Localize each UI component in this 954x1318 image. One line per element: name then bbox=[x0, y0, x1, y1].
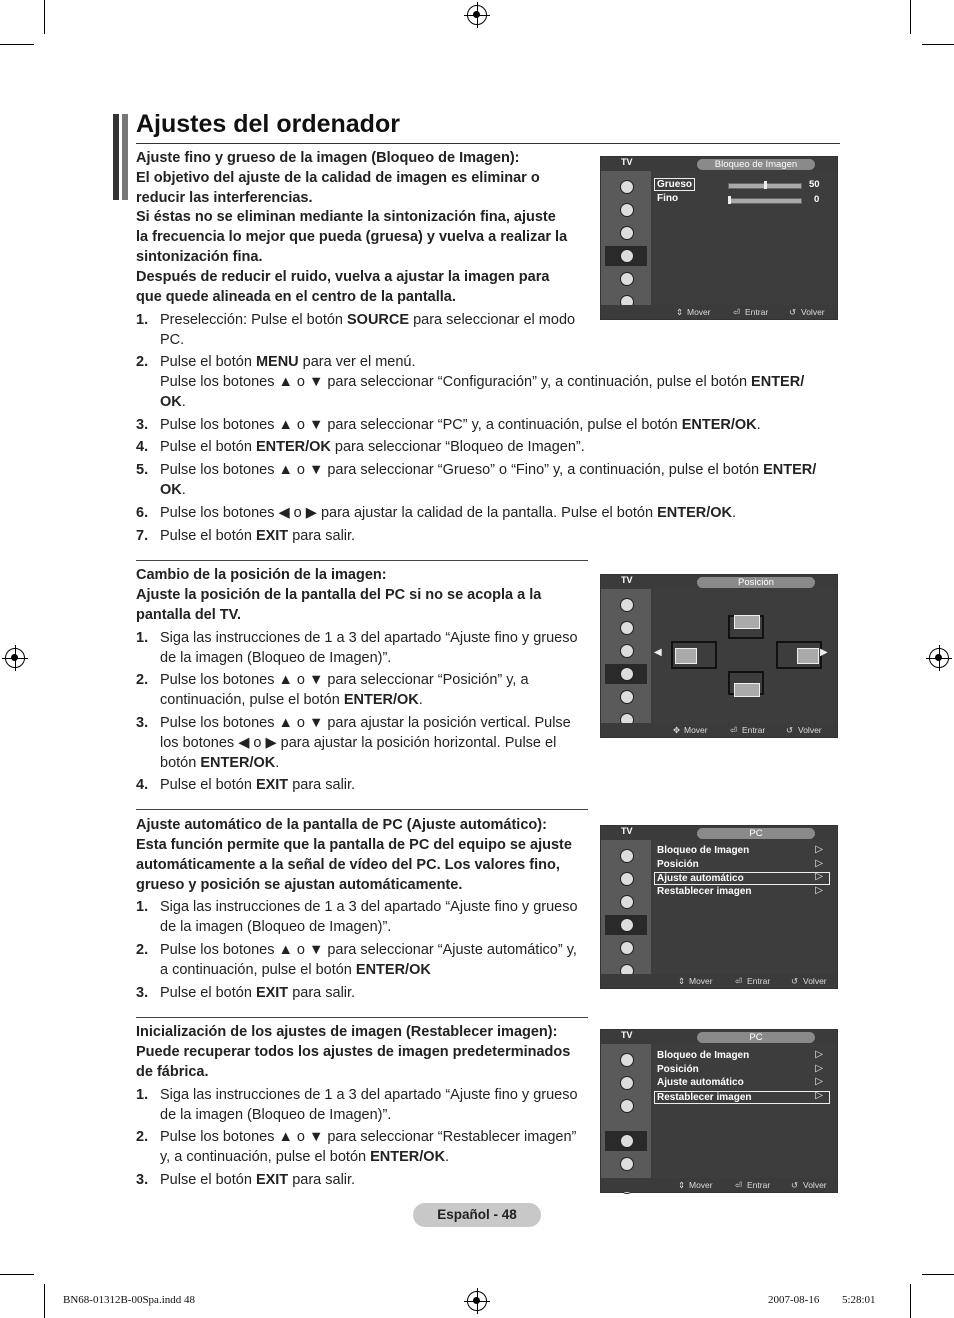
input-icon bbox=[605, 1154, 647, 1174]
step-number: 3. bbox=[136, 417, 149, 433]
footer-back: Volver bbox=[803, 976, 827, 986]
right-arrow-icon: ▶ bbox=[820, 647, 828, 658]
fino-slider[interactable] bbox=[728, 198, 802, 204]
crop-mark bbox=[44, 0, 45, 34]
step-text: Pulse el botón EXIT para salir. bbox=[160, 985, 356, 1001]
picture-icon bbox=[605, 595, 647, 615]
step-text: a continuación, pulse el botón ENTER/OK bbox=[160, 962, 431, 978]
step-number: 5. bbox=[136, 462, 149, 478]
heading-line: Si éstas no se eliminan mediante la sintonización fina, ajuste bbox=[136, 209, 556, 225]
submenu-arrow-icon: ▷ bbox=[815, 1062, 823, 1074]
osd-pc-panel-reset bbox=[600, 1029, 838, 1193]
step-number: 2. bbox=[136, 942, 149, 958]
step-text: OK. bbox=[160, 482, 186, 498]
step-text: Pulse los botones ▲ o ▼ para seleccionar “Restablecer imagen” bbox=[160, 1129, 577, 1145]
input-icon bbox=[605, 687, 647, 707]
return-icon: ↺ bbox=[791, 976, 799, 986]
return-icon: ↺ bbox=[789, 307, 797, 317]
footer-enter: Entrar bbox=[747, 1180, 771, 1190]
step-text: y, a continuación, pulse el botón ENTER/OK. bbox=[160, 1149, 450, 1165]
step-text: los botones ◀ o ▶ para ajustar la posición horizontal. Pulse el bbox=[160, 735, 557, 751]
sound-icon bbox=[605, 869, 647, 889]
step-number: 2. bbox=[136, 354, 149, 370]
footer-enter: Entrar bbox=[742, 725, 766, 735]
osd-header: Bloqueo de Imagen bbox=[697, 159, 815, 170]
grueso-value: 50 bbox=[809, 179, 820, 190]
crop-mark bbox=[0, 44, 34, 45]
channel-icon bbox=[605, 892, 647, 912]
setup-icon bbox=[605, 915, 647, 935]
heading-line: El objetivo del ajuste de la calidad de imagen es eliminar o bbox=[136, 170, 540, 186]
osd-tv-label: TV bbox=[621, 826, 633, 836]
step-number: 1. bbox=[136, 1087, 149, 1103]
footer-move: Mover bbox=[689, 976, 713, 986]
title-divider bbox=[136, 143, 840, 144]
step-text: Pulse el botón EXIT para salir. bbox=[160, 1172, 356, 1188]
return-icon: ↺ bbox=[786, 725, 794, 735]
step-text: Pulse el botón EXIT para salir. bbox=[160, 777, 356, 793]
sound-icon bbox=[605, 200, 647, 220]
heading-line: reducir las interferencias. bbox=[136, 190, 313, 206]
step-text: Pulse los botones ▲ o ▼ para ajustar la posición vertical. Pulse bbox=[160, 715, 571, 731]
section-divider bbox=[136, 1017, 588, 1018]
osd-tv-label: TV bbox=[621, 1030, 633, 1040]
osd-lock-panel bbox=[600, 156, 838, 320]
osd-fino-label[interactable]: Fino bbox=[657, 193, 679, 204]
step-number: 6. bbox=[136, 505, 149, 521]
heading-line: de fábrica. bbox=[136, 1064, 209, 1080]
footer-back: Volver bbox=[798, 725, 822, 735]
osd-menu-item[interactable]: Ajuste automático bbox=[654, 872, 830, 885]
heading-line: Después de reducir el ruido, vuelva a ajustar la imagen para bbox=[136, 269, 550, 285]
step-text: Pulse los botones ▲ o ▼ para seleccionar “Grueso” o “Fino” y, a continuación, pulse el botón ENTER/ bbox=[160, 462, 817, 478]
input-icon bbox=[605, 269, 647, 289]
step-text: Siga las instrucciones de 1 a 3 del apartado “Ajuste fino y grueso bbox=[160, 899, 578, 915]
osd-footer bbox=[601, 1178, 837, 1192]
registration-mark-icon bbox=[929, 648, 949, 668]
footer-enter: Entrar bbox=[745, 307, 769, 317]
step-number: 1. bbox=[136, 312, 149, 328]
heading-line: grueso y posición se ajustan automáticamente. bbox=[136, 877, 463, 893]
step-text: Preselección: Pulse el botón SOURCE para seleccionar el modo bbox=[160, 312, 576, 328]
osd-header: PC bbox=[697, 828, 815, 839]
crop-mark bbox=[44, 1284, 45, 1318]
step-text: Pulse los botones ◀ o ▶ para ajustar la calidad de la pantalla. Pulse el botón ENTER/OK. bbox=[160, 505, 737, 521]
osd-position-panel bbox=[600, 574, 838, 738]
osd-grueso-label[interactable]: Grueso bbox=[654, 178, 695, 191]
picture-icon bbox=[605, 1050, 647, 1070]
step-text: Pulse el botón EXIT para salir. bbox=[160, 528, 356, 544]
step-text: Siga las instrucciones de 1 a 3 del apartado “Ajuste fino y grueso bbox=[160, 630, 578, 646]
enter-icon: ⏎ bbox=[735, 976, 743, 986]
crop-mark bbox=[910, 0, 911, 34]
fino-value: 0 bbox=[814, 194, 820, 205]
osd-header: Posición bbox=[697, 577, 815, 588]
grueso-slider-knob[interactable] bbox=[764, 181, 767, 189]
step-text: Pulse los botones ▲ o ▼ para seleccionar “Posición” y, a bbox=[160, 672, 529, 688]
page-number-badge: Español - 48 bbox=[413, 1203, 541, 1227]
step-text: Siga las instrucciones de 1 a 3 del apartado “Ajuste fino y grueso bbox=[160, 1087, 578, 1103]
osd-pc-panel-auto bbox=[600, 825, 838, 989]
footer-move: Mover bbox=[689, 1180, 713, 1190]
crop-mark bbox=[922, 44, 954, 45]
heading-line: Puede recuperar todos los ajustes de imagen predeterminados bbox=[136, 1044, 571, 1060]
fino-slider-knob[interactable] bbox=[728, 196, 731, 204]
setup-icon bbox=[605, 246, 647, 266]
print-file-info: BN68-01312B-00Spa.indd 48 bbox=[63, 1294, 195, 1306]
osd-menu-item[interactable]: Restablecer imagen bbox=[654, 1091, 830, 1104]
footer-back: Volver bbox=[801, 307, 825, 317]
heading-line: Cambio de la posición de la imagen: bbox=[136, 567, 387, 583]
osd-tv-label: TV bbox=[621, 157, 633, 167]
left-arrow-icon: ◀ bbox=[654, 647, 662, 658]
picture-icon bbox=[605, 177, 647, 197]
step-text: de la imagen (Bloqueo de Imagen)”. bbox=[160, 1107, 392, 1123]
move-icon: ⇕ bbox=[678, 976, 686, 986]
step-text: Pulse los botones ▲ o ▼ para seleccionar “Ajuste automático” y, bbox=[160, 942, 577, 958]
channel-icon bbox=[605, 641, 647, 661]
heading-line: Esta función permite que la pantalla de PC del equipo se ajuste bbox=[136, 837, 572, 853]
osd-tv-label: TV bbox=[621, 575, 633, 585]
move-icon: ⇕ bbox=[676, 307, 684, 317]
osd-menu-item[interactable]: Restablecer imagen bbox=[657, 885, 752, 897]
enter-icon: ⏎ bbox=[730, 725, 738, 735]
heading-line: automáticamente a la señal de vídeo del PC. Los valores fino, bbox=[136, 857, 560, 873]
step-text: de la imagen (Bloqueo de Imagen)”. bbox=[160, 650, 392, 666]
osd-sidebar bbox=[601, 589, 651, 723]
title-bars bbox=[113, 114, 131, 200]
enter-icon: ⏎ bbox=[733, 307, 741, 317]
osd-sidebar bbox=[601, 171, 651, 305]
position-up-box[interactable] bbox=[728, 615, 764, 639]
osd-sidebar bbox=[601, 840, 651, 974]
osd-menu-item[interactable]: Bloqueo de Imagen bbox=[657, 845, 750, 856]
step-text: OK. bbox=[160, 394, 186, 410]
setup-icon bbox=[605, 664, 647, 684]
osd-menu-item[interactable]: Posición bbox=[657, 858, 699, 870]
step-number: 2. bbox=[136, 1129, 149, 1145]
step-text: Pulse los botones ▲ o ▼ para seleccionar “PC” y, a continuación, pulse el botón ENTER/OK. bbox=[160, 417, 761, 433]
step-number: 4. bbox=[136, 439, 149, 455]
heading-line: Ajuste automático de la pantalla de PC (Ajuste automático): bbox=[136, 817, 547, 833]
heading-line: la frecuencia lo mejor que pueda (gruesa) y vuelva a realizar la bbox=[136, 229, 568, 245]
page-title: Ajustes del ordenador bbox=[136, 110, 400, 138]
registration-mark-icon bbox=[467, 5, 487, 25]
osd-header: PC bbox=[697, 1032, 815, 1043]
step-number: 1. bbox=[136, 899, 149, 915]
crop-mark bbox=[922, 1274, 954, 1275]
osd-menu-item[interactable]: Posición bbox=[657, 1063, 699, 1075]
step-text: Pulse los botones ▲ o ▼ para seleccionar “Configuración” y, a continuación, pulse el botón ENTER/ bbox=[160, 374, 805, 390]
heading-line: sintonización fina. bbox=[136, 249, 263, 265]
step-text: continuación, pulse el botón ENTER/OK. bbox=[160, 692, 423, 708]
picture-icon bbox=[605, 846, 647, 866]
return-icon: ↺ bbox=[791, 1180, 799, 1190]
sound-icon bbox=[605, 1073, 647, 1093]
sound-icon bbox=[605, 618, 647, 638]
footer-enter: Entrar bbox=[747, 976, 771, 986]
osd-sidebar bbox=[601, 1044, 651, 1178]
heading-line: que quede alineada en el centro de la pantalla. bbox=[136, 289, 456, 305]
osd-footer bbox=[601, 723, 837, 737]
crop-mark bbox=[910, 1284, 911, 1318]
step-number: 3. bbox=[136, 985, 149, 1001]
step-text: PC. bbox=[160, 332, 185, 348]
step-number: 4. bbox=[136, 777, 149, 793]
move-icon: ⇕ bbox=[678, 1180, 686, 1190]
step-text: botón ENTER/OK. bbox=[160, 755, 280, 771]
registration-mark-icon bbox=[467, 1291, 487, 1311]
step-number: 2. bbox=[136, 672, 149, 688]
submenu-arrow-icon: ▷ bbox=[815, 1089, 823, 1101]
step-text: Pulse el botón MENU para ver el menú. bbox=[160, 354, 416, 370]
submenu-arrow-icon: ▷ bbox=[815, 884, 823, 896]
heading-line: Ajuste la posición de la pantalla del PC si no se acopla a la bbox=[136, 587, 542, 603]
footer-move: Mover bbox=[687, 307, 711, 317]
heading-line: Inicialización de los ajustes de imagen (Restablecer imagen): bbox=[136, 1024, 558, 1040]
section-divider bbox=[136, 560, 588, 561]
position-down-box[interactable] bbox=[728, 671, 764, 695]
step-number: 1. bbox=[136, 630, 149, 646]
registration-mark-icon bbox=[5, 648, 25, 668]
step-number: 3. bbox=[136, 1172, 149, 1188]
step-number: 7. bbox=[136, 528, 149, 544]
footer-move: Mover bbox=[684, 725, 708, 735]
footer-back: Volver bbox=[803, 1180, 827, 1190]
submenu-arrow-icon: ▷ bbox=[815, 871, 823, 882]
channel-icon bbox=[605, 223, 647, 243]
submenu-arrow-icon: ▷ bbox=[815, 844, 823, 855]
osd-menu-item[interactable]: Ajuste automático bbox=[657, 1077, 744, 1088]
position-right-box[interactable] bbox=[776, 641, 822, 669]
osd-footer bbox=[601, 305, 837, 319]
channel-icon bbox=[605, 1096, 647, 1116]
osd-footer bbox=[601, 974, 837, 988]
enter-icon: ⏎ bbox=[735, 1180, 743, 1190]
submenu-arrow-icon: ▷ bbox=[815, 1076, 823, 1087]
submenu-arrow-icon: ▷ bbox=[815, 857, 823, 869]
input-icon bbox=[605, 938, 647, 958]
crop-mark bbox=[0, 1274, 34, 1275]
step-text: de la imagen (Bloqueo de Imagen)”. bbox=[160, 919, 392, 935]
heading-line: Ajuste fino y grueso de la imagen (Bloqueo de Imagen): bbox=[136, 150, 520, 166]
position-left-box[interactable] bbox=[671, 641, 717, 669]
submenu-arrow-icon: ▷ bbox=[815, 1049, 823, 1060]
osd-menu-item[interactable]: Bloqueo de Imagen bbox=[657, 1050, 750, 1061]
heading-line: pantalla del TV. bbox=[136, 607, 242, 623]
move-icon: ✥ bbox=[673, 725, 681, 735]
print-timestamp: 2007-08-16 􀀀􀀀 5:28:01 bbox=[768, 1294, 876, 1306]
step-number: 3. bbox=[136, 715, 149, 731]
step-text: Pulse el botón ENTER/OK para seleccionar “Bloqueo de Imagen”. bbox=[160, 439, 585, 455]
setup-icon bbox=[605, 1131, 647, 1151]
section-divider bbox=[136, 809, 588, 810]
